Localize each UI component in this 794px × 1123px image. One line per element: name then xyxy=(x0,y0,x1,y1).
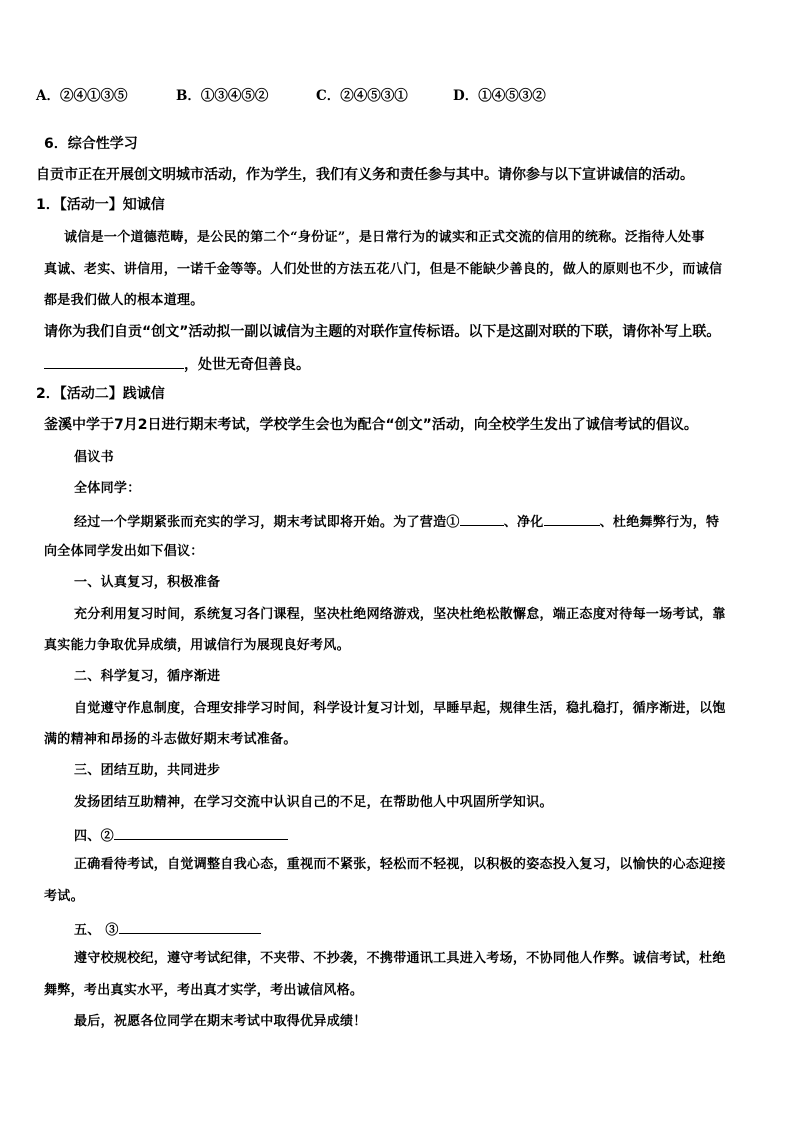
section-4-title-line xyxy=(74,825,288,846)
activity-1-paragraph-line-1: 诚信是一个道德范畴，是公民的第二个“身份证”，是日常行为的诚实和正式交流的信用的统称。泛指待人处事 xyxy=(64,230,705,245)
option-b: B．①③④⑤② xyxy=(176,88,269,104)
activity-2-intro: 釜溪中学于7月2日进行期末考试，学校学生会也为配合“创文”活动，向全校学生发出了诚信考试的倡议。 xyxy=(44,417,698,433)
activity-1-paragraph-line-3: 都是我们做人的根本道理。 xyxy=(44,293,204,308)
section-1-title: 一、认真复习，积极准备 xyxy=(74,575,221,590)
proposal-closing: 最后，祝愿各位同学在期末考试中取得优异成绩！ xyxy=(74,1014,367,1029)
proposal-p1-part-b: 、净化 xyxy=(503,515,544,530)
proposal-p1-part-c: 、杜绝舞弊行为，特 xyxy=(599,515,720,530)
section-5-line-1: 遵守校规校纪，遵守考试纪律，不夹带、不抄袭，不携带通讯工具进入考场，不协同他人作弊。诚信考试，杜绝 xyxy=(74,951,726,966)
blank-3[interactable] xyxy=(119,919,261,934)
section-2-title: 二、科学复习，循序渐进 xyxy=(74,669,221,684)
blank-purify[interactable] xyxy=(544,511,600,526)
activity-2-heading: 2．【活动二】践诚信 xyxy=(36,386,165,402)
proposal-p1-part-a: 经过一个学期紧张而充实的学习，期末考试即将开始。为了营造① xyxy=(74,515,460,530)
section-4-title: 四、② xyxy=(74,829,114,844)
proposal-paragraph-1-line-2: 向全体同学发出如下倡议： xyxy=(44,544,204,559)
section-3-title: 三、团结互助，共同进步 xyxy=(74,763,221,778)
section-4-line-1: 正确看待考试，自觉调整自我心态，重视而不紧张，轻松而不轻视，以积极的姿态投入复习，以愉快的心态迎接 xyxy=(74,857,726,872)
couplet-answer-blank[interactable] xyxy=(44,354,184,369)
section-1-line-2: 真实能力争取优异成绩，用诚信行为展现良好考风。 xyxy=(44,638,350,653)
section-1-line-1: 充分利用复习时间，系统复习各门课程，坚决杜绝网络游戏，坚决杜绝松散懈怠，端正态度对待每一场考试，靠 xyxy=(74,607,726,622)
section-5-title: 五、 ③ xyxy=(74,923,119,938)
couplet-line xyxy=(44,354,310,374)
proposal-paragraph-1-line-1 xyxy=(74,511,719,532)
proposal-greeting: 全体同学： xyxy=(74,481,141,496)
activity-1-paragraph-line-2: 真诚、老实、讲信用，一诺千金等等。人们处世的方法五花八门，但是不能缺少善良的，做人的原则也不少，而诚信 xyxy=(44,262,723,277)
section-3-line-1: 发扬团结互助精神，在学习交流中认识自己的不足，在帮助他人中巩固所学知识。 xyxy=(74,795,553,810)
blank-2[interactable] xyxy=(114,825,288,840)
question-6-title: 6．综合性学习 xyxy=(44,136,138,152)
section-5-line-2: 舞弊，考出真实水平，考出真才实学，考出诚信风格。 xyxy=(44,983,364,998)
section-2-line-1: 自觉遵守作息制度，合理安排学习时间，科学设计复习计划，早睡早起，规律生活，稳扎稳打，循序渐进，以饱 xyxy=(74,701,726,716)
blank-1[interactable] xyxy=(460,511,504,526)
option-d: D．①④⑤③② xyxy=(453,88,546,104)
section-5-title-line xyxy=(74,919,261,940)
proposal-title: 倡议书 xyxy=(74,450,114,465)
section-4-line-2: 考试。 xyxy=(44,889,84,904)
question-6-intro: 自贡市正在开展创文明城市活动，作为学生，我们有义务和责任参与其中。请你参与以下宣讲诚信的活动。 xyxy=(36,167,694,183)
option-a: A．②④①③⑤ xyxy=(36,88,128,104)
section-2-line-2: 满的精神和昂扬的斗志做好期末考试准备。 xyxy=(44,732,297,747)
activity-1-heading: 1．【活动一】知诚信 xyxy=(36,197,165,213)
activity-1-task: 请你为我们自贡“创文”活动拟一副以诚信为主题的对联作宣传标语。以下是这副对联的下联，请你补写上联。 xyxy=(44,324,721,340)
option-c: C．②④⑤③① xyxy=(316,88,408,104)
couplet-second-half: ，处世无奇但善良。 xyxy=(184,357,310,373)
